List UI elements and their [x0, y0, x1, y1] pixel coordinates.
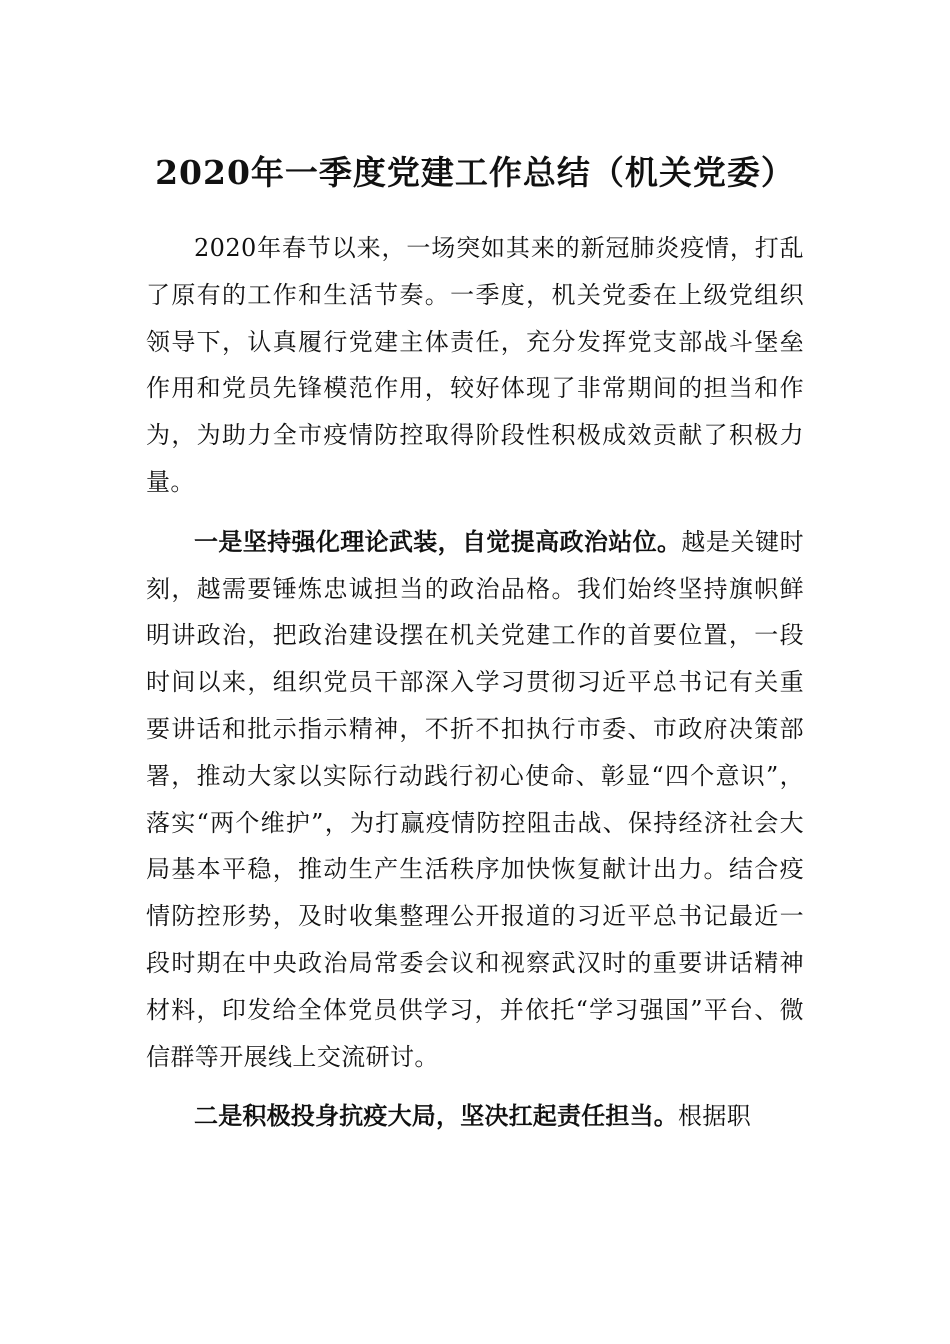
- paragraph-point-two: [146, 1093, 804, 1140]
- paragraph-text: 根据职: [678, 1102, 752, 1131]
- paragraph-intro: [146, 225, 804, 506]
- document-body: [146, 225, 804, 1140]
- paragraph-text: 越是关键时刻，越需要锤炼忠诚担当的政治品格。我们始终坚持旗帜鲜明讲政治，把政治建设摆在机关党建工作的首要位置，一段时间以来，组织党员干部深入学习贯彻习近平总书记有关重要讲话和批示指示精神，不折不扣执行市委、市政府决策部署，推动大家以实际行动践行初心使命、彰显“四个意识”，落实“两个维护”，为打赢疫情防控阻击战、保持经济社会大局基本平稳，推动生产生活秩序加快恢复献计出力。结合疫情防控形势，及时收集整理公开报道的习近平总书记最近一段时期在中央政治局常委会议和视察武汉时的重要讲话精神材料，印发给全体党员供学习，并依托“学习强国”平台、微信群等开展线上交流研讨。: [146, 527, 805, 1071]
- paragraph-lead: 一是坚持强化理论武装，自觉提高政治站位。: [194, 527, 682, 556]
- paragraph-text: 2020年春节以来，一场突如其来的新冠肺炎疫情，打乱了原有的工作和生活节奏。一季度，机关党委在上级党组织领导下，认真履行党建主体责任，充分发挥党支部战斗堡垒作用和党员先锋模范作用，较好体现了非常期间的担当和作为，为助力全市疫情防控取得阶段性积极成效贡献了积极力量。: [146, 234, 804, 496]
- document-title: 2020年一季度党建工作总结（机关党委）: [155, 153, 795, 193]
- paragraph-point-one: [146, 519, 804, 1081]
- paragraph-lead: 二是积极投身抗疫大局，坚决扛起责任担当。: [194, 1102, 678, 1131]
